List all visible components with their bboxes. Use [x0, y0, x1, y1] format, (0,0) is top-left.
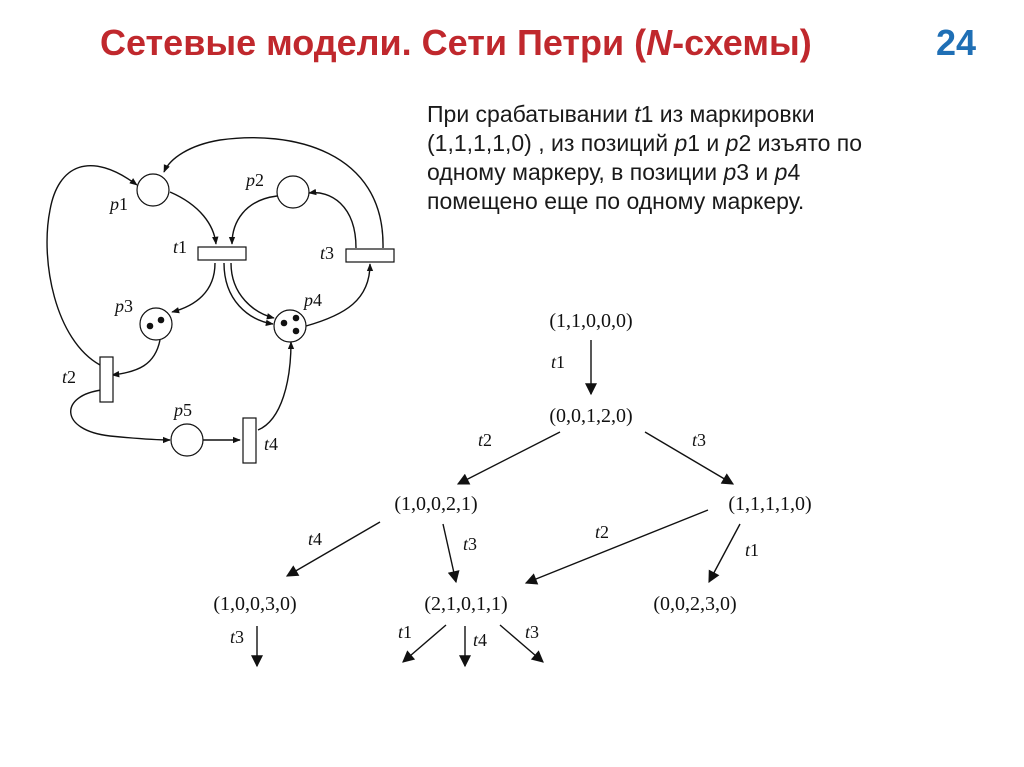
description-line: При срабатывании t1 из маркировки — [427, 101, 815, 127]
description-line: (1,1,1,1,0) , из позиций p1 и p2 изъято по — [427, 130, 863, 156]
label-p4: p4 — [304, 290, 322, 310]
tree-edge-label: t1 — [398, 622, 413, 642]
description-line: одному маркеру, в позиции p3 и p4 — [427, 159, 801, 185]
label-p3: p3 — [115, 296, 133, 316]
reachability-tree — [213, 310, 811, 666]
arc-t2-p5 — [71, 390, 170, 440]
arc-t3-p1 — [164, 138, 383, 248]
arc-p3-t2 — [112, 340, 160, 375]
tree-edge-label: t3 — [230, 627, 245, 647]
arc-t1-p4-b — [231, 263, 274, 318]
label-t3: t3 — [320, 243, 335, 263]
slide-title-part-1: Сетевые модели. Сети Петри ( — [100, 22, 647, 63]
petri-net — [47, 138, 394, 463]
tree-edge-label: t1 — [551, 352, 566, 372]
tree-node: (1,1,0,0,0) — [549, 310, 633, 332]
label-p1: p1 — [110, 194, 128, 214]
token — [293, 315, 300, 322]
tree-edge-label: t4 — [308, 529, 323, 549]
slide-title-part-3: -схемы) — [672, 22, 812, 63]
tree-node: (0,0,1,2,0) — [549, 405, 633, 427]
tree-edge-label: t3 — [463, 534, 478, 554]
tree-node: (2,1,0,1,1) — [424, 593, 508, 615]
tree-edge-t2 — [526, 510, 708, 583]
tree-node: (1,1,1,1,0) — [728, 493, 812, 515]
place-p4 — [274, 310, 306, 342]
slide-title-part-2: N — [646, 22, 673, 63]
tree-node: (0,0,2,3,0) — [653, 593, 737, 615]
transition-t4 — [243, 418, 256, 463]
tree-edge-t3 — [645, 432, 733, 484]
tree-edge-t1 — [709, 524, 740, 582]
arc-t3-p2 — [309, 193, 356, 248]
italic-symbol: p — [723, 159, 737, 185]
tree-edge-label: t3 — [525, 622, 540, 642]
label-t4: t4 — [264, 434, 279, 454]
token — [281, 320, 288, 327]
place-p1 — [137, 174, 169, 206]
transition-t2 — [100, 357, 113, 402]
place-p5 — [171, 424, 203, 456]
tree-edge-label: t1 — [745, 540, 760, 560]
tree-node: (1,0,0,2,1) — [394, 493, 478, 515]
tree-edge-label: t2 — [478, 430, 493, 450]
place-p3 — [140, 308, 172, 340]
tree-edge-label: t4 — [473, 630, 488, 650]
tree-edge-t3 — [443, 524, 456, 582]
tree-edge-t2 — [458, 432, 560, 484]
tree-edge-label: t3 — [692, 430, 707, 450]
label-t2: t2 — [62, 367, 77, 387]
tree-edge-t4 — [287, 522, 380, 576]
tree-edge-label: t2 — [595, 522, 610, 542]
italic-symbol: t — [634, 101, 641, 127]
description-line: помещено еще по одному маркеру. — [427, 188, 805, 214]
arc-p2-t1 — [232, 196, 277, 244]
tree-node: (1,0,0,3,0) — [213, 593, 297, 615]
label-p2: p2 — [246, 170, 264, 190]
slide-number: 24 — [936, 22, 977, 63]
arc-t1-p3 — [172, 263, 215, 312]
label-t1: t1 — [173, 237, 188, 257]
italic-symbol: p — [674, 130, 688, 156]
italic-symbol: p — [774, 159, 788, 185]
transition-t1 — [198, 247, 246, 260]
label-p5: p5 — [174, 400, 192, 420]
token — [158, 317, 165, 324]
place-p2 — [277, 176, 309, 208]
arc-t4-p4 — [258, 342, 291, 430]
transition-t3 — [346, 249, 394, 262]
token — [147, 323, 154, 330]
italic-symbol: p — [725, 130, 739, 156]
token — [293, 328, 300, 335]
